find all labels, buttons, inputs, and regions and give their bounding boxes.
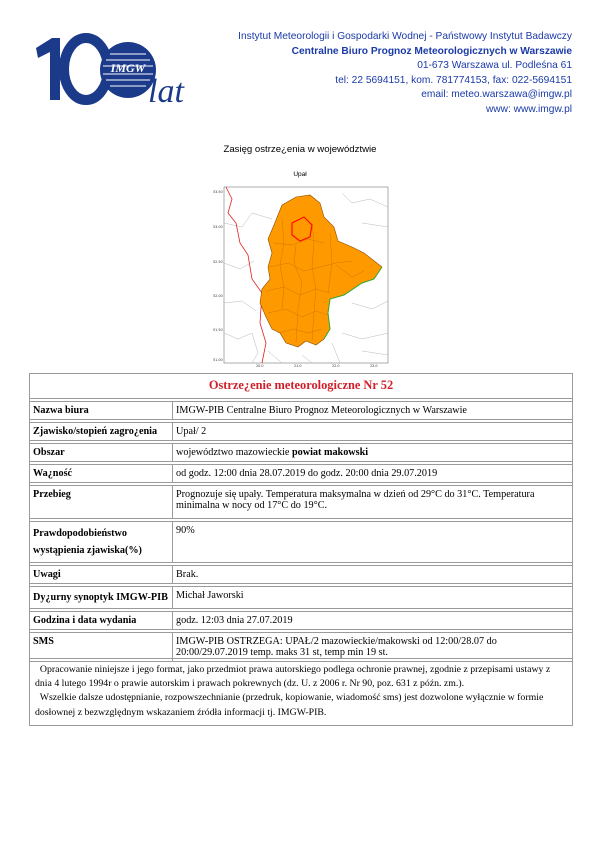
map-y-tick: 52.50: [213, 260, 223, 264]
area-county: powiat makowski: [291, 447, 369, 458]
row-value: Prognozuje się upały. Temperatura maksymalna w dzień od 29°C do 31°C. Temperatura minimalna w nocy od 17°C do 19°C.: [173, 486, 573, 519]
row-label: Nazwa biura: [30, 402, 173, 420]
row-value: Brak.: [173, 566, 573, 584]
copyright-paragraph-1: Opracowanie niniejsze i jego format, jako przedmiot prawa autorskiego podlega ochronie prawnej, zgodnie z przepisami ustawy z dnia 4 lutego 1994r o prawie autorskim i prawach pokrewnych (dz. U. z 2006 r. Nr 90, poz. 631 z późn. zm.).: [35, 664, 551, 690]
row-value: 90%: [173, 522, 573, 563]
map-y-tick: 51.00: [213, 358, 223, 362]
table-row: [30, 612, 573, 630]
table-row: [30, 486, 573, 519]
header-address: 01-673 Warszawa ul. Podleśna 61: [417, 60, 572, 72]
area-voivodeship: województwo mazowieckie: [176, 447, 290, 458]
warning-title: Ostrze¿enie meteorologiczne Nr 52: [30, 374, 573, 399]
table-row: [30, 566, 573, 584]
row-value: od godz. 12:00 dnia 28.07.2019 do godz. 20:00 dnia 29.07.2019: [173, 465, 573, 483]
table-row: [30, 423, 573, 441]
imgw-100-years-logo: [30, 32, 190, 110]
institute-header: [238, 30, 572, 118]
map-x-tick: 21.0: [294, 364, 302, 367]
row-label: Dy¿urny synoptyk IMGW-PIB: [30, 587, 173, 609]
warning-table: [29, 373, 573, 662]
map-y-tick: 51.50: [213, 328, 223, 332]
copyright-notice: [29, 658, 573, 726]
warning-title-row: [30, 374, 573, 399]
row-label: Uwagi: [30, 566, 173, 584]
header-email[interactable]: email: meteo.warszawa@imgw.pl: [421, 89, 572, 101]
map-subtitle: Upał: [293, 171, 307, 178]
row-label: Obszar: [30, 444, 173, 462]
header-institute-name: Instytut Meteorologii i Gospodarki Wodnej - Państwowy Instytut Badawczy: [238, 31, 572, 42]
map-x-tick: 22.0: [332, 364, 340, 367]
table-row: [30, 465, 573, 483]
header-website[interactable]: www: www.imgw.pl: [485, 103, 572, 115]
map-x-tick: 20.0: [256, 364, 264, 367]
table-row: [30, 587, 573, 609]
header-phone: tel: 22 5694151, kom. 781774153, fax: 022-5694151: [335, 74, 572, 86]
row-label: Przebieg: [30, 486, 173, 519]
map-y-tick: 53.00: [213, 225, 223, 229]
logo-digit-one: [36, 38, 60, 100]
row-value: godz. 12:03 dnia 27.07.2019: [173, 612, 573, 630]
row-value: Upał/ 2: [173, 423, 573, 441]
map-title: Zasięg ostrze¿enia w województwie: [223, 144, 377, 155]
map-x-tick: 23.0: [370, 364, 378, 367]
row-label: Zjawisko/stopień zagro¿enia: [30, 423, 173, 441]
map-y-tick: 52.00: [213, 294, 223, 298]
header-office-name: Centralne Biuro Prognoz Meteorologicznych w Warszawie: [291, 45, 572, 57]
row-value: IMGW-PIB Centralne Biuro Prognoz Meteorologicznych w Warszawie: [173, 402, 573, 420]
table-row: [30, 402, 573, 420]
map-y-tick: 53.50: [213, 190, 223, 194]
row-label: Wa¿ność: [30, 465, 173, 483]
voivodeship-warning-map: [212, 183, 392, 367]
table-row: [30, 444, 573, 462]
copyright-paragraph-2: Wszelkie dalsze udostępnianie, rozpowszechnianie (przedruk, kopiowanie, wiadomość sms) jest dozwolone wyłącznie w formie dosłownej z bezwzględnym wskazaniem źródła informacji tj. IMGW-PIB.: [35, 692, 544, 718]
logo-emblem-text: IMGW: [110, 61, 146, 75]
row-value: IMGW-PIB OSTRZEGA: UPAŁ/2 mazowieckie/makowski od 12:00/28.07 do 20:00/29.07.2019 temp. maks 31 st, temp min 19 st.: [173, 633, 573, 662]
row-label: Prawdopodobieństwo wystąpienia zjawiska(%): [30, 522, 173, 563]
row-label: Godzina i data wydania: [30, 612, 173, 630]
row-value: Michał Jaworski: [173, 587, 573, 609]
row-label: SMS: [30, 633, 173, 662]
row-value-area: [173, 444, 573, 462]
table-row: [30, 522, 573, 563]
logo-word-lat: lat: [148, 73, 184, 110]
